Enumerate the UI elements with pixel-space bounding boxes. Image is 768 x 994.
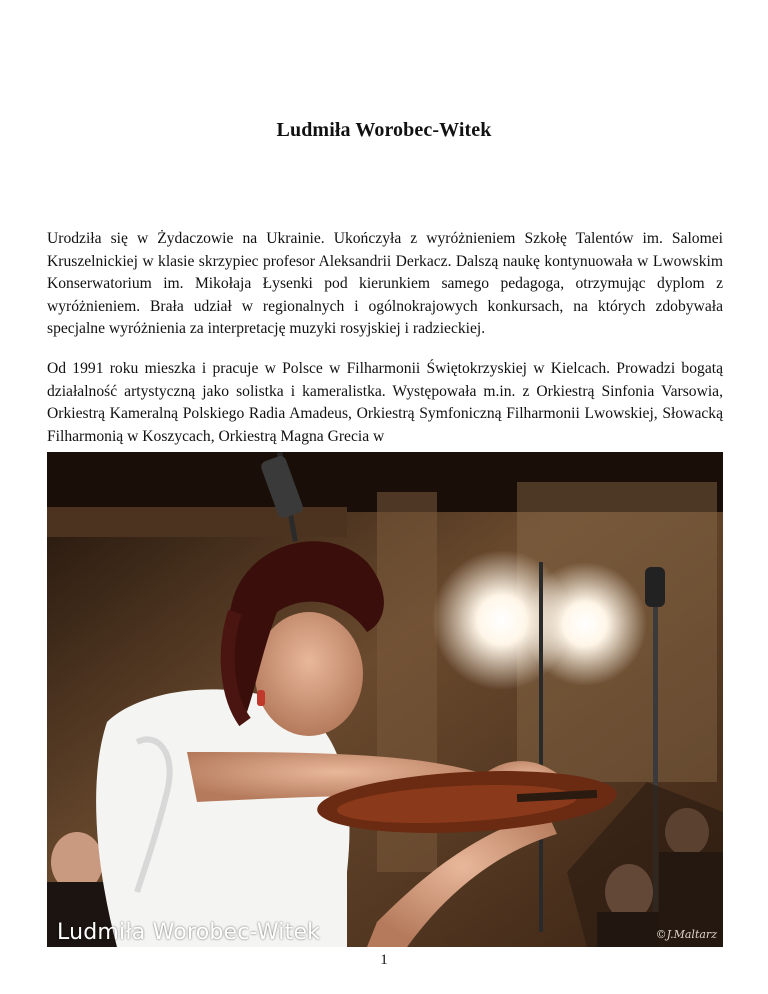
biography-paragraph-2: Od 1991 roku mieszka i pracuje w Polsce w Filharmonii Świętokrzyskiej w Kielcach. Prowadzi bogatą działalność artystyczną jako solistka i kameralistka. Występowała m.in. z Orkiestrą Sinfonia Varsowia, Orkiestrą Kameralną Polskiego Radia Amadeus, Orkiestrą Symfoniczną Filharmonii Lwowskiej, Słowacką Filharmonią w Koszycach, Orkiestrą Magna Grecia w	[47, 360, 723, 445]
biography-paragraph-1: Urodziła się w Żydaczowie na Ukrainie. Ukończyła z wyróżnieniem Szkołę Talentów im. Salomei Kruszelnickiej w klasie skrzypiec profesor Aleksandrii Derkacz. Dalszą naukę kontynuowała w Lwowskim Konserwatorium im. Mikołaja Łysenki pod kierunkiem samego pedagoga, otrzymując dyplom z wyróżnieniem. Brała udział w regionalnych i ogólnokrajowych konkursach, na których zdobywała specjalne wyróżnienia za interpretację muzyki rosyjskiej i radzieckiej.	[47, 230, 723, 338]
photo-caption: Ludmiła Worobec-Witek	[57, 920, 321, 945]
violinist-photo-illustration	[47, 452, 723, 947]
page-number: 1	[380, 952, 388, 968]
violinist-photo	[47, 452, 723, 947]
page-title: Ludmiła Worobec-Witek	[276, 119, 492, 141]
photo-credit: ©J.Maltarz	[655, 928, 717, 941]
